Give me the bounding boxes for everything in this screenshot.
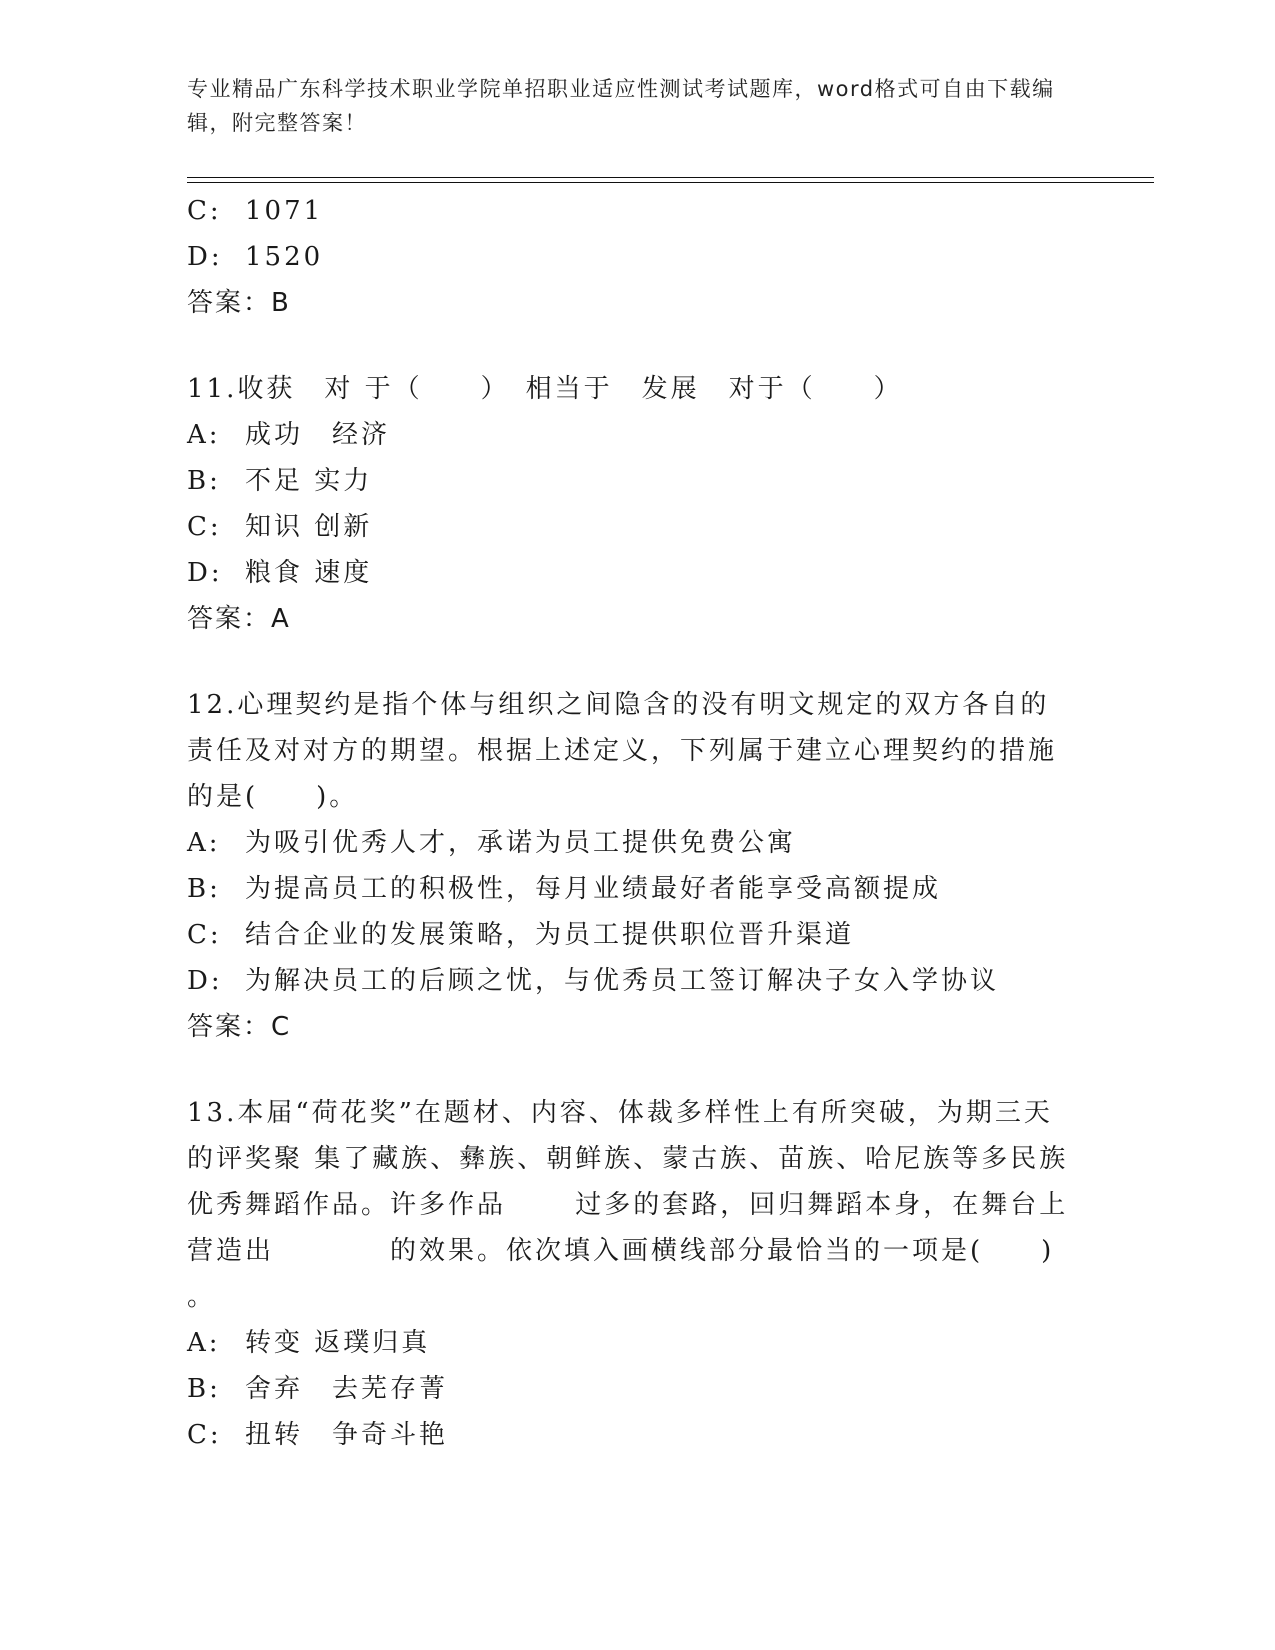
option-b [187,458,1077,504]
option-letter: A: [187,420,221,450]
option-letter: B: [187,874,221,904]
option-text: 1071 [245,196,324,226]
option-b [187,866,1077,912]
option-letter: B: [187,1374,221,1404]
question-stem-line: 的评奖聚 集了藏族、彝族、朝鲜族、蒙古族、苗族、哈尼族等多民族 [187,1144,1069,1174]
question-stem-line: 营造出 的效果。依次填入画横线部分最恰当的一项是( ) [187,1236,1055,1266]
question-stem-line: 优秀舞蹈作品。许多作品 过多的套路，回归舞蹈本身，在舞台上 [187,1190,1069,1220]
option-b [187,1366,1077,1412]
option-d [187,550,1077,596]
question-stem: 11.收获 对 于（ ） 相当于 发展 对于（ ） [187,374,903,404]
option-letter: C: [187,920,222,950]
option-c [187,1412,1077,1458]
option-d [187,234,1077,280]
option-letter: C: [187,196,222,226]
option-c [187,912,1077,958]
question-stem: 12.心理契约是指个体与组织之间隐含的没有明文规定的双方各自的责任及对对方的期望。根据上述定义，下列属于建立心理契约的措施的是( )。 [187,690,1058,812]
option-text: 成功 经济 [245,420,391,450]
header-divider-bottom [187,182,1154,183]
question-11 [187,366,1077,642]
question-12 [187,682,1077,1050]
option-text: 为提高员工的积极性，每月业绩最好者能享受高额提成 [245,874,942,904]
option-letter: C: [187,1420,222,1450]
option-text: 1520 [245,242,324,272]
answer-line: 答案：A [187,604,291,634]
option-text: 扭转 争奇斗艳 [245,1420,449,1450]
question-13 [187,1090,1077,1458]
question-stem-line: 。 [187,1282,217,1312]
option-letter: C: [187,512,222,542]
option-text: 为吸引优秀人才，承诺为员工提供免费公寓 [245,828,797,858]
option-a [187,1320,1077,1366]
question-content [187,188,1077,1458]
option-d [187,958,1077,1004]
option-c [187,188,1077,234]
option-text: 转变 返璞归真 [245,1328,431,1358]
option-letter: D: [187,558,223,588]
option-text: 知识 创新 [245,512,373,542]
option-a [187,412,1077,458]
question-stem-line: 13.本届“荷花奖”在题材、内容、体裁多样性上有所突破，为期三天 [187,1098,1053,1128]
option-letter: D: [187,966,223,996]
option-letter: D: [187,242,223,272]
option-text: 粮食 速度 [245,558,373,588]
question-10 [187,188,1077,326]
header-divider-top [187,177,1154,178]
option-a [187,820,1077,866]
option-letter: A: [187,828,221,858]
document-header: 专业精品广东科学技术职业学院单招职业适应性测试考试题库，word格式可自由下载编辑，附完整答案！ [187,77,1055,135]
option-text: 为解决员工的后顾之忧，与优秀员工签订解决子女入学协议 [245,966,1000,996]
option-text: 舍弃 去芜存菁 [245,1374,449,1404]
option-letter: B: [187,466,221,496]
answer-line: 答案：C [187,1012,292,1042]
option-c [187,504,1077,550]
option-text: 结合企业的发展策略，为员工提供职位晋升渠道 [245,920,855,950]
option-text: 不足 实力 [245,466,373,496]
option-letter: A: [187,1328,221,1358]
answer-line: 答案：B [187,288,291,318]
